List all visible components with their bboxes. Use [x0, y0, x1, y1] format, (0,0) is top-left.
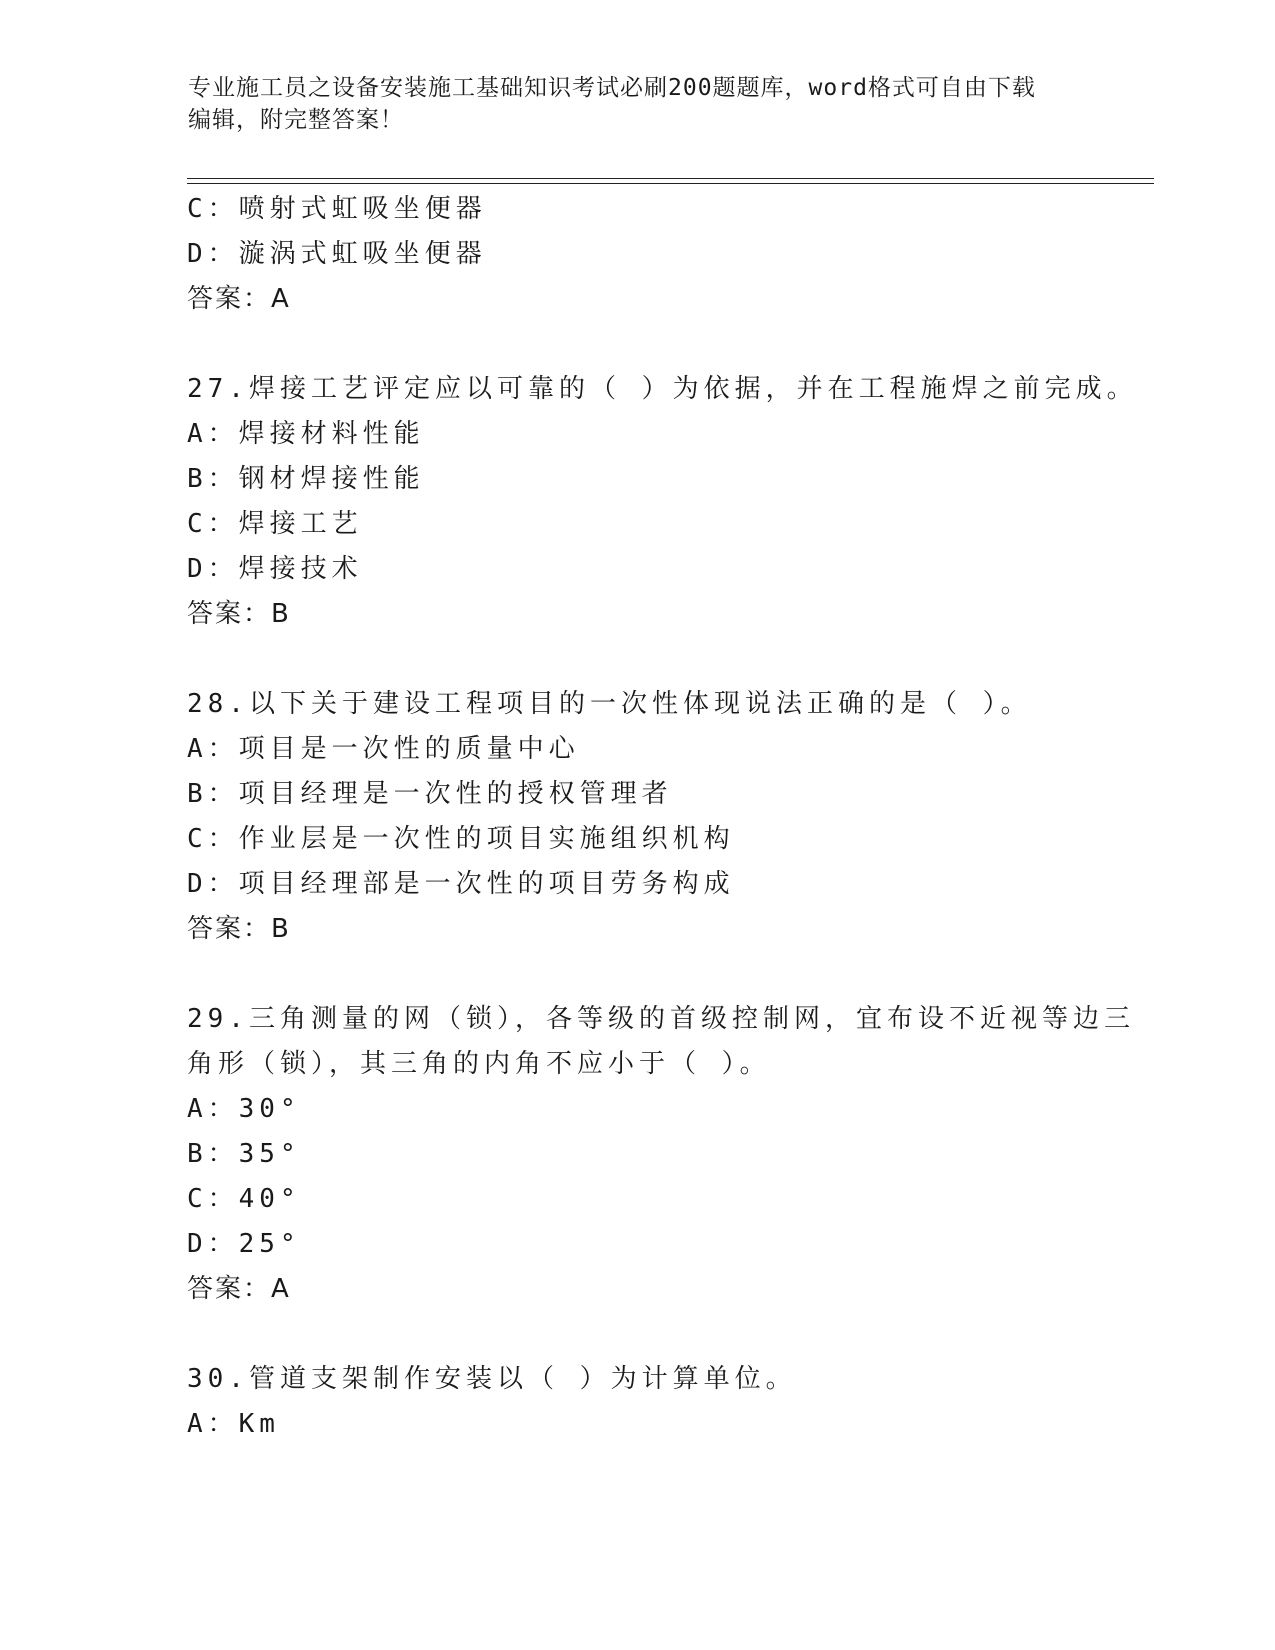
q28-option-b: B：项目经理是一次性的授权管理者	[187, 779, 673, 809]
header-divider-top	[187, 178, 1154, 179]
q29-option-d: D：25°	[187, 1229, 301, 1259]
q30-option-a: A：Km	[187, 1409, 280, 1439]
q29-stem-line-2: 角形（锁），其三角的内角不应小于（ ）。	[187, 1049, 771, 1079]
q26-option-d: D：漩涡式虹吸坐便器	[187, 239, 487, 269]
q27-option-c: C：焊接工艺	[187, 509, 363, 539]
q27-option-d: D：焊接技术	[187, 554, 363, 584]
q30-stem: 30.管道支架制作安装以（ ）为计算单位。	[187, 1364, 797, 1394]
q27-stem: 27.焊接工艺评定应以可靠的（ ）为依据，并在工程施焊之前完成。	[187, 374, 1138, 404]
q29-option-b: B：35°	[187, 1139, 301, 1169]
q29-option-a: A：30°	[187, 1094, 301, 1124]
q28-answer: 答案：B	[187, 914, 291, 944]
q27-option-b: B：钢材焊接性能	[187, 464, 425, 494]
q29-stem-line-1: 29.三角测量的网（锁），各等级的首级控制网，宜布设不近视等边三	[187, 1004, 1135, 1034]
q28-option-d: D：项目经理部是一次性的项目劳务构成	[187, 869, 735, 899]
q28-stem: 28.以下关于建设工程项目的一次性体现说法正确的是（ ）。	[187, 689, 1032, 719]
q27-option-a: A：焊接材料性能	[187, 419, 425, 449]
header-title-line-2: 编辑，附完整答案！	[188, 107, 404, 133]
header-divider-bottom	[187, 183, 1154, 184]
q29-answer: 答案：A	[187, 1274, 291, 1304]
q28-option-a: A：项目是一次性的质量中心	[187, 734, 580, 764]
q26-answer: 答案：A	[187, 284, 291, 314]
q26-option-c: C：喷射式虹吸坐便器	[187, 194, 487, 224]
document-header	[188, 72, 1088, 136]
q27-answer: 答案：B	[187, 599, 291, 629]
q29-option-c: C：40°	[187, 1184, 301, 1214]
q28-option-c: C：作业层是一次性的项目实施组织机构	[187, 824, 735, 854]
header-title-line-1: 专业施工员之设备安装施工基础知识考试必刷200题题库，word格式可自由下载	[188, 75, 1036, 101]
